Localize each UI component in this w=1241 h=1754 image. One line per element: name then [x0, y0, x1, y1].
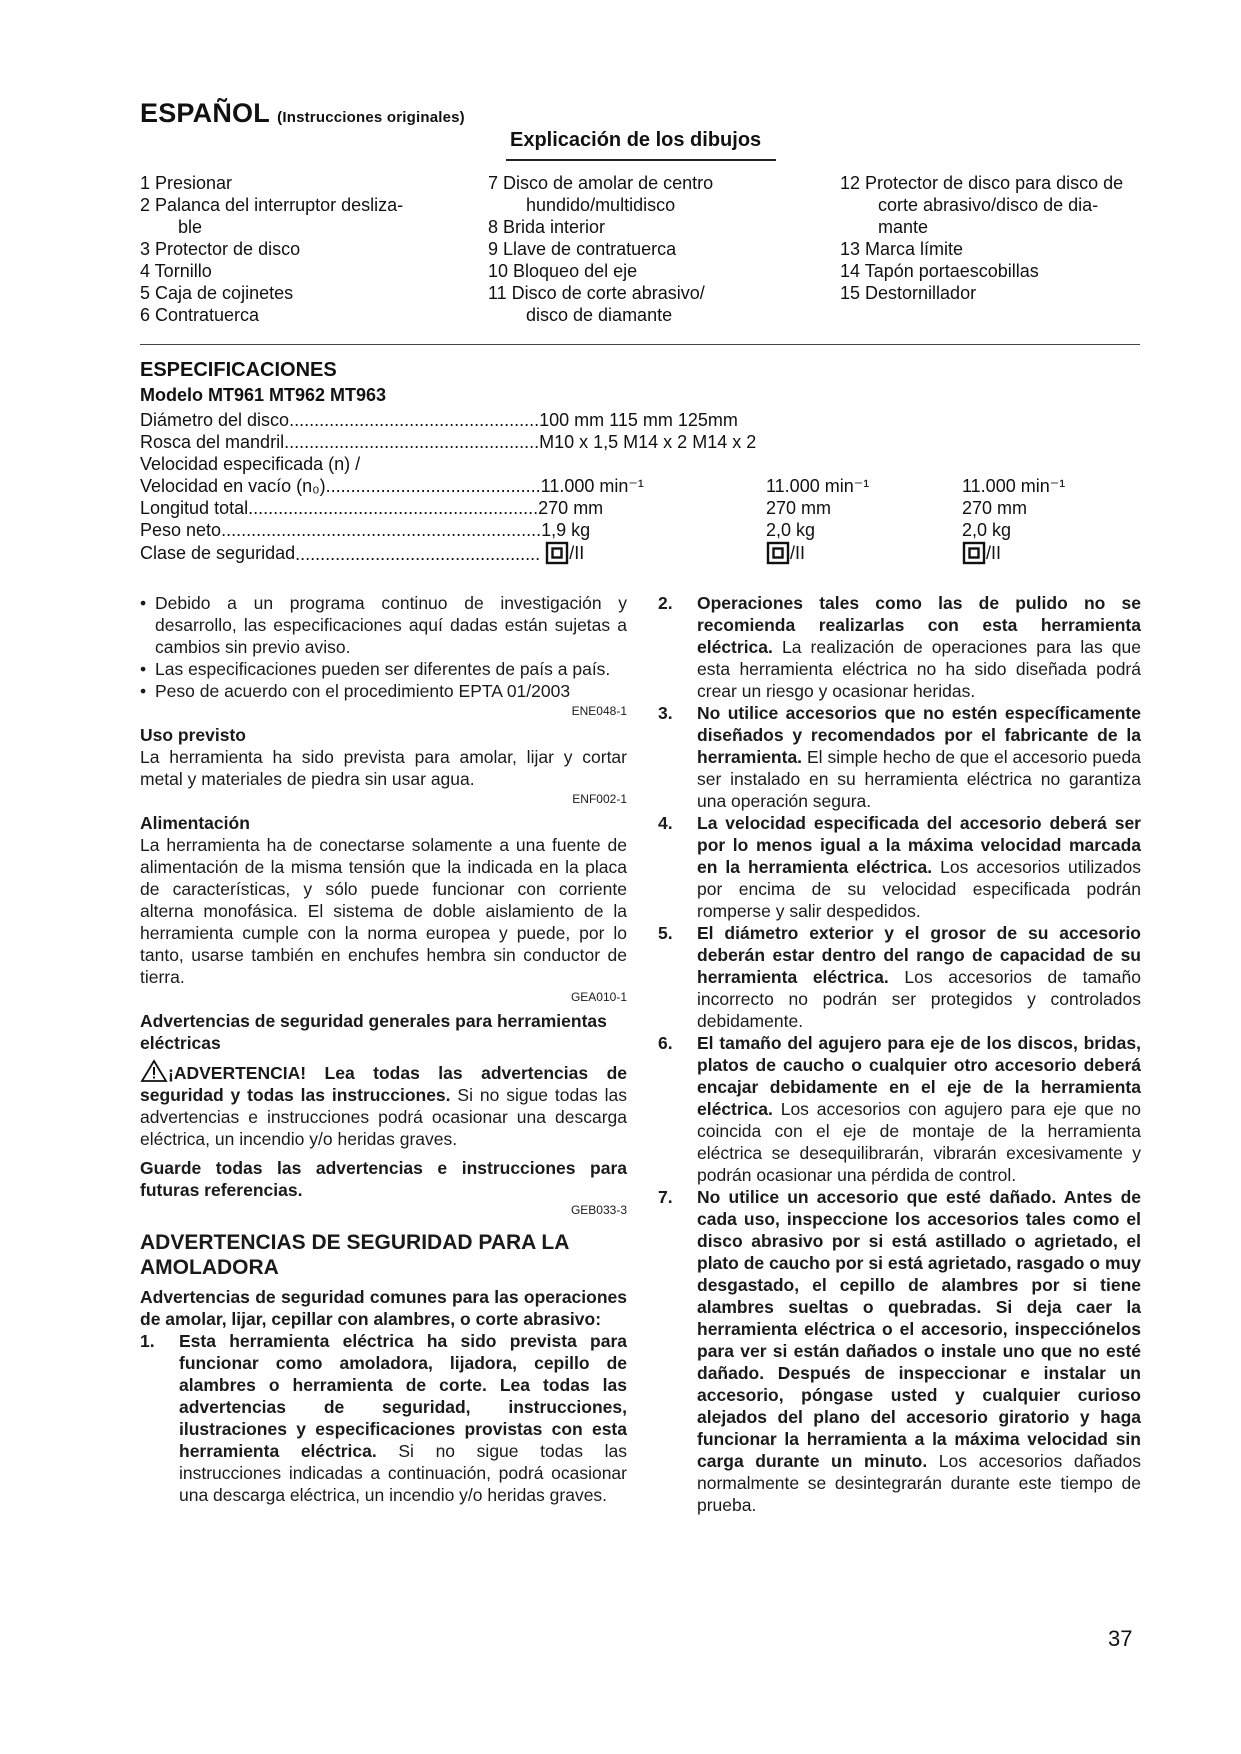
warning-paragraph [140, 1059, 627, 1150]
spec-row-spindle-thread: Rosca del mandril...................................................M10 x 1,5 M14 x 2 M14 x 2 [140, 432, 757, 452]
intended-use-heading: Uso previsto [140, 725, 246, 745]
item-bold-text: La velocidad especificada del accesorio deberá ser por lo menos igual a la máxima velocidad marcada en la herramienta eléctrica. [697, 813, 1141, 877]
warning-item-2 [658, 592, 1141, 702]
spec-value: /II [986, 543, 1002, 563]
grinder-warnings-heading: ADVERTENCIAS DE SEGURIDAD PARA LA AMOLADORA [140, 1231, 569, 1279]
section-divider [140, 344, 1140, 345]
legend-title: Explicación de los dibujos [510, 129, 762, 151]
spec-row-no-load-speed: Velocidad en vacío (n₀)...........................................11.000 min⁻¹ [140, 476, 644, 496]
warning-item-5 [658, 922, 1141, 1032]
general-warnings-heading: Advertencias de seguridad generales para herramientas eléctricas [140, 1011, 607, 1053]
legend-title-underline [506, 159, 776, 161]
spec-value-col3: 270 mm [962, 498, 1028, 518]
warning-item-6 [658, 1032, 1141, 1186]
spec-value: 11.000 min⁻¹ [540, 476, 644, 496]
legend-item: 5 Caja de cojinetes [140, 283, 294, 303]
legend-column-2 [488, 172, 808, 326]
item-bold-text: Esta herramienta eléctrica ha sido prevista para funcionar como amoladora, lijadora, cepillo de alambres o herramienta de corte. Lea todas las advertencias de seguridad, instrucciones, ilustraciones y especificaciones provistas con esta herramienta eléctrica. [179, 1331, 627, 1461]
item-bold-text: El tamaño del agujero para eje de los discos, bridas, platos de caucho o cualquier otro accesorio deberá encajar debidamente en el eje de la herramienta eléctrica. [697, 1033, 1141, 1119]
double-insulation-icon [545, 541, 569, 565]
spec-label: Longitud total [140, 498, 249, 518]
legend-item: 9 Llave de contratuerca [488, 239, 677, 259]
spec-value: 1,9 kg [541, 520, 591, 540]
legend-column-3 [840, 172, 1160, 304]
item-number: 1. [140, 1331, 155, 1351]
legend-item: 1 Presionar [140, 173, 233, 193]
item-number: 6. [658, 1033, 673, 1053]
spec-row-disc-diameter: Diámetro del disco..................................................100 mm 115 mm 125mm [140, 410, 738, 430]
legend-item: 8 Brida interior [488, 217, 606, 237]
legend-item: 14 Tapón portaescobillas [840, 261, 1039, 281]
spec-row-safety-class: Clase de seguridad................................................. /II [140, 543, 585, 564]
language-title [140, 98, 465, 129]
warning-item-7 [658, 1186, 1141, 1516]
legend-item: 7 Disco de amolar de centro [488, 173, 714, 193]
item-text: Los accesorios de tamaño incorrecto no podrán ser protegidos y controlados debidamente. [697, 967, 1141, 1031]
spec-label: Clase de seguridad [140, 543, 296, 563]
page-number: 37 [1108, 1626, 1133, 1651]
warning-bold-text: ¡ADVERTENCIA! Lea todas las advertencias de seguridad y todas las instrucciones. [140, 1063, 627, 1105]
keep-instructions-text: Guarde todas las advertencias e instrucciones para futuras referencias. [140, 1158, 627, 1200]
legend-item: 11 Disco de corte abrasivo/ [488, 283, 705, 303]
item-number: 5. [658, 923, 673, 943]
spec-value-col3 [962, 541, 1001, 563]
spec-row-rated-speed-label [140, 453, 360, 475]
item-text: Los accesorios utilizados por encima de su velocidad especificada podrán romperse y salir despedidos. [697, 857, 1141, 921]
language-label: ESPAÑOL [140, 98, 270, 128]
right-column [658, 592, 1141, 1516]
legend-item: ble [178, 217, 203, 237]
legend-item: 12 Protector de disco para disco de [840, 173, 1124, 193]
item-bold-text: No utilice accesorios que no estén específicamente diseñados y recomendados por el fabricante de la herramienta. [697, 703, 1141, 767]
double-insulation-icon [962, 541, 986, 565]
specs-title: ESPECIFICACIONES [140, 359, 337, 381]
legend-item: 2 Palanca del interruptor desliza- [140, 195, 404, 215]
spec-value-col3: 11.000 min⁻¹ [962, 476, 1066, 496]
item-number: 4. [658, 813, 673, 833]
spec-value-col2: 270 mm [766, 498, 832, 518]
spec-row-overall-length: Longitud total..........................................................270 mm [140, 498, 604, 518]
reference-code: GEB033-3 [570, 1203, 627, 1217]
warning-item-4 [658, 812, 1141, 922]
spec-value: M10 x 1,5 M14 x 2 M14 x 2 [539, 432, 757, 452]
power-supply-text: La herramienta ha de conectarse solamente a una fuente de alimentación de la misma tensión que la indicada en la placa de características, y sólo puede funcionar con corriente alterna monofásica. El sistema de doble aislamiento de la herramienta cumple con la norma europea y puede, por lo tanto, usarse también en enchufes hembra sin conductor de tierra. [140, 835, 627, 987]
item-bold-text: No utilice un accesorio que esté dañado. Antes de cada uso, inspeccione los accesorios tales como el disco abrasivo por si está astillado o agrietado, el plato de caucho por si está agrietado, rasgado o muy desgastado, el cepillo de alambres por si tiene alambres sueltas o quebradas. Si deja caer la herramienta eléctrica o el accesorio, inspecciónelos para ver si están dañados o instale uno que no esté dañado. Después de inspeccionar e instalar un accesorio, póngase usted y cualquier curioso alejados del plano del accesorio giratorio y haga funcionar la herramienta a la máxima velocidad sin carga durante un minuto. [697, 1187, 1141, 1471]
item-bold-text: El diámetro exterior y el grosor de su accesorio deberán estar dentro del rango de capacidad de su herramienta eléctrica. [697, 923, 1141, 987]
specs-model: Modelo MT961 MT962 MT963 [140, 385, 387, 405]
legend-item: 13 Marca límite [840, 239, 964, 259]
spec-label: Velocidad especificada (n) / [140, 454, 361, 474]
language-subtitle: (Instrucciones originales) [277, 109, 465, 126]
item-text: El simple hecho de que el accesorio pueda ser instalado en su herramienta eléctrica no garantiza una operación segura. [697, 747, 1141, 811]
legend-item: hundido/multidisco [526, 195, 676, 215]
spec-label: Velocidad en vacío (n₀) [140, 476, 326, 496]
item-text: Los accesorios dañados normalmente se desintegrarán durante este tiempo de prueba. [697, 1451, 1141, 1515]
legend-item: 15 Destornillador [840, 283, 977, 303]
left-column [140, 592, 627, 1506]
spec-value-col2 [766, 541, 805, 563]
double-insulation-icon [766, 541, 790, 565]
warning-item-1 [140, 1330, 627, 1506]
warning-triangle-icon [140, 1059, 168, 1083]
spec-value-col2: 2,0 kg [766, 520, 816, 540]
spec-value-col2: 11.000 min⁻¹ [766, 476, 870, 496]
item-text: La realización de operaciones para las que esta herramienta eléctrica no ha sido diseñada podrá crear un riesgo y ocasionar heridas. [697, 637, 1141, 701]
warning-item-3 [658, 702, 1141, 812]
warning-text: Si no sigue todas las advertencias e instrucciones podrá ocasionar una descarga eléctrica, un incendio y/o heridas graves. [140, 1085, 627, 1149]
spec-value: /II [790, 543, 806, 563]
spec-value: /II [569, 543, 585, 563]
spec-value: 100 mm 115 mm 125mm [539, 410, 738, 430]
spec-note-bullet: • Peso de acuerdo con el procedimiento EPTA 01/2003 [140, 680, 627, 702]
common-warnings-subheading: Advertencias de seguridad comunes para las operaciones de amolar, lijar, cepillar con alambres, o corte abrasivo: [140, 1287, 627, 1329]
spec-note-bullet: • Debido a un programa continuo de investigación y desarrollo, las especificaciones aquí dadas están sujetas a cambios sin previo aviso. [140, 592, 627, 658]
spec-note-bullet: • Las especificaciones pueden ser diferentes de país a país. [140, 658, 627, 680]
item-bold-text: Operaciones tales como las de pulido no se recomienda realizarlas con esta herramienta eléctrica. [697, 593, 1141, 657]
legend-item: 6 Contratuerca [140, 305, 260, 325]
reference-code: ENF002-1 [572, 792, 627, 806]
item-text: Si no sigue todas las instrucciones indicadas a continuación, podrá ocasionar una descarga eléctrica, un incendio y/o heridas graves. [179, 1441, 627, 1505]
intended-use-text: La herramienta ha sido prevista para amolar, lijar y cortar metal y materiales de piedra sin usar agua. [140, 747, 627, 789]
spec-value: 270 mm [538, 498, 604, 518]
legend-item: 3 Protector de disco [140, 239, 301, 259]
spec-label: Diámetro del disco [140, 410, 290, 430]
item-number: 2. [658, 593, 673, 613]
spec-row-net-weight: Peso neto................................................................1,9 kg [140, 520, 591, 540]
item-number: 7. [658, 1187, 673, 1207]
power-supply-heading: Alimentación [140, 813, 250, 833]
reference-code: ENE048-1 [571, 704, 627, 718]
legend-item: disco de diamante [526, 305, 673, 325]
legend-item: mante [878, 217, 929, 237]
legend-item: corte abrasivo/disco de dia- [878, 195, 1099, 215]
legend-column-1 [140, 172, 460, 326]
spec-value-col3: 2,0 kg [962, 520, 1012, 540]
legend-item: 4 Tornillo [140, 261, 212, 281]
item-number: 3. [658, 703, 673, 723]
reference-code: GEA010-1 [570, 990, 627, 1004]
spec-label: Rosca del mandril [140, 432, 285, 452]
legend-item: 10 Bloqueo del eje [488, 261, 638, 281]
spec-label: Peso neto [140, 520, 222, 540]
item-text: Los accesorios con agujero para eje que no coincida con el eje de montaje de la herramienta eléctrica se desequilibrarán, vibrarán excesivamente y podrán ocasionar una pérdida de control. [697, 1099, 1141, 1185]
